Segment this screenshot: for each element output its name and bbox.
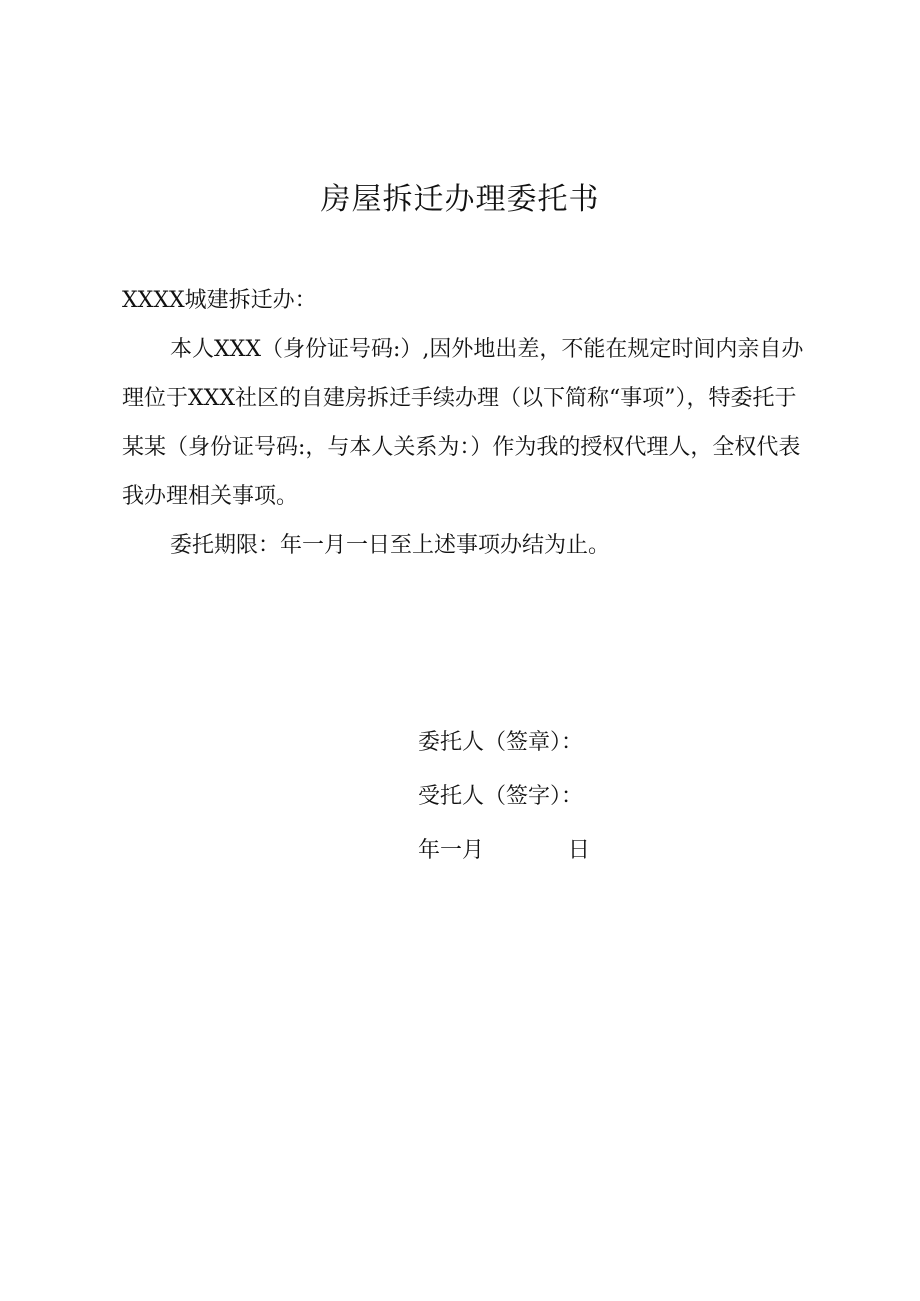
principal-signature-line: 委托人（签章）： [418,730,584,755]
authorization-paragraph: 本人XXX（身份证号码:）,因外地出差，不能在规定时间内亲自办理位于XXX社区的自建房拆迁手续办理（以下简称“事项”），特委托于某某（身份证号码:，与本人关系为：）作为我的授权代理人，全权代表我办理相关事项。 [122,337,804,509]
addressee: XXXX城建拆迁办： [122,288,317,313]
authorization-period: 委托期限：年一月一日至上述事项办结为止。 [170,533,611,558]
document-title: 房屋拆迁办理委托书 [320,182,600,217]
signature-block [418,716,778,878]
agent-signature-line: 受托人（签字）： [418,784,584,809]
date-line: 年一月 日 [418,838,590,863]
document-body [122,276,806,570]
